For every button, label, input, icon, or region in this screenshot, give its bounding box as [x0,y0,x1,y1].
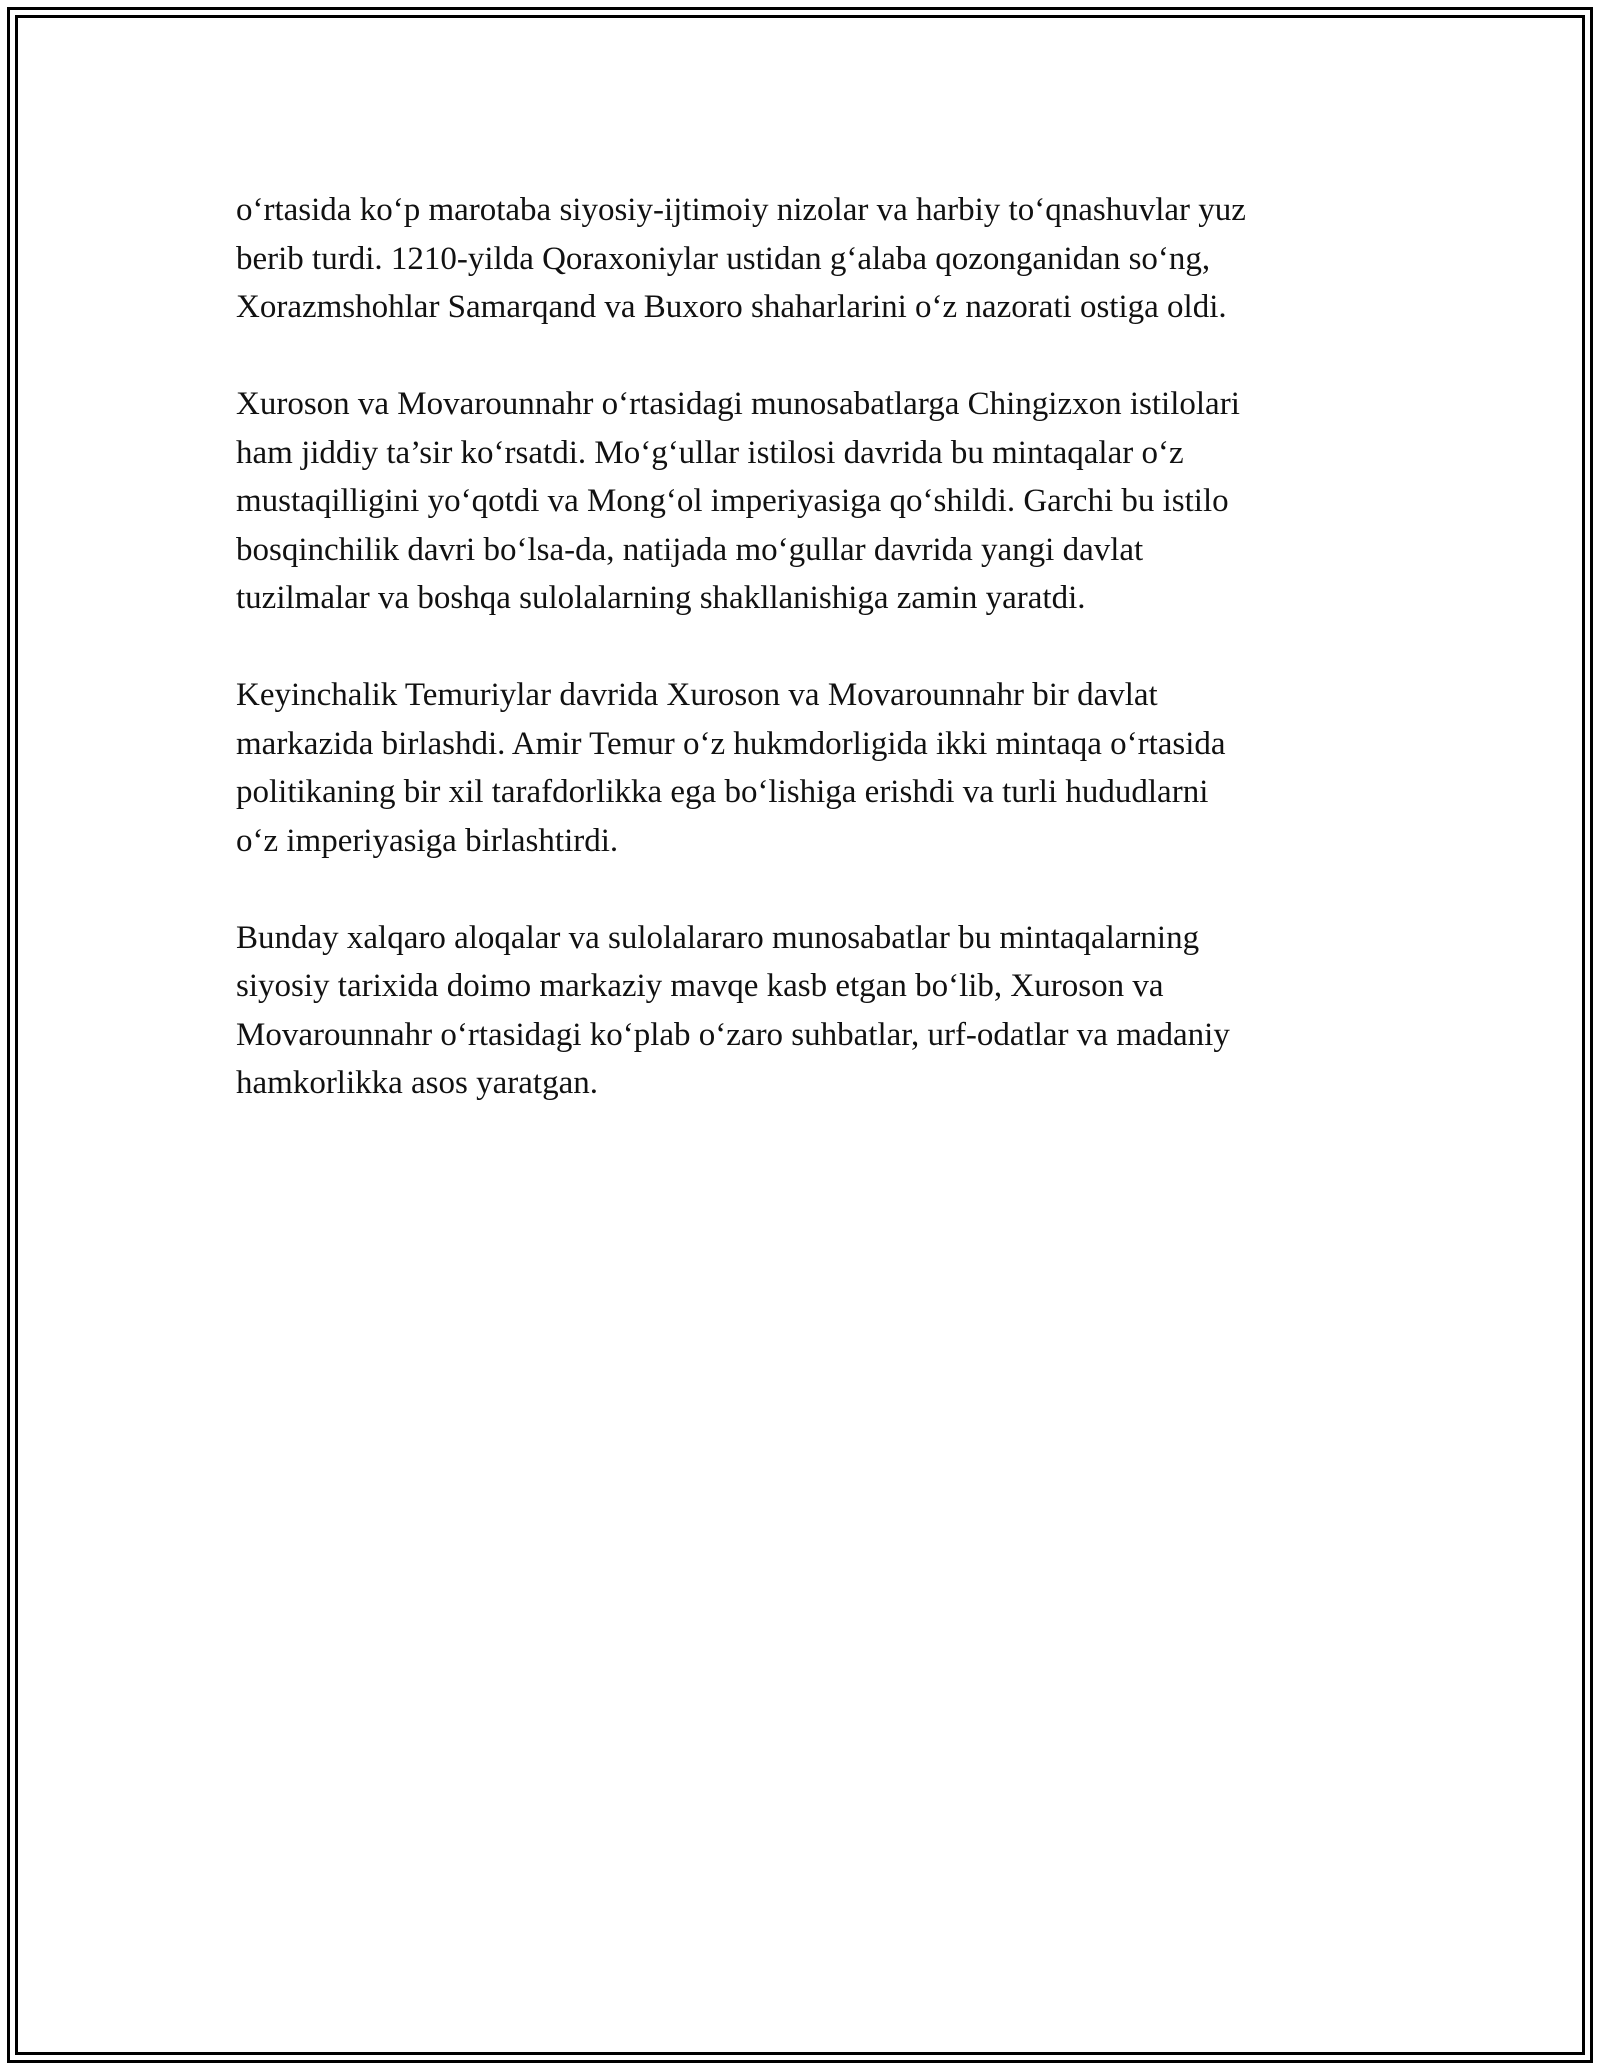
paragraph-1 [236,186,1366,332]
text-line: mustaqilligini yo‘qotdi va Mong‘ol imperiyasiga qo‘shildi. Garchi bu istilo [236,483,1229,519]
text-line: markazida birlashdi. Amir Temur o‘z hukmdorligida ikki mintaqa o‘rtasida [236,725,1226,762]
text-line: bosqinchilik davri bo‘lsa-da, natijada mo‘gullar davrida yangi davlat [236,531,1144,568]
text-line: Bunday xalqaro aloqalar va sulolalararo munosabatlar bu mintaqalarning [236,919,1200,956]
paragraph-3 [236,671,1366,865]
text-line: o‘z imperiyasiga birlashtirdi. [236,822,619,859]
text-line: Keyinchalik Temuriylar davrida Xuroson va Movarounnahr bir davlat [236,677,1158,713]
text-line: o‘rtasida ko‘p marotaba siyosiy-ijtimoiy nizolar va harbiy to‘qnashuvlar yuz [236,192,1246,228]
text-line: Xuroson va Movarounnahr o‘rtasidagi munosabatlarga Chingizxon istilolari [236,386,1240,422]
text-line: berib turdi. 1210-yilda Qoraxoniylar ustidan g‘alaba qozonganidan so‘ng, [236,240,1211,277]
paragraph-4 [236,914,1366,1108]
text-line: politikaning bir xil tarafdorlikka ega bo‘lishiga erishdi va turli hududlarni [236,774,1209,810]
paragraph-2 [236,380,1366,623]
document-body [236,186,1366,1156]
text-line: tuzilmalar va boshqa sulolalarning shakllanishiga zamin yaratdi. [236,580,1086,616]
text-line: Xorazmshohlar Samarqand va Buxoro shaharlarini o‘z nazorati ostiga oldi. [236,289,1227,325]
text-line: hamkorlikka asos yaratgan. [236,1065,598,1101]
text-line: ham jiddiy ta’sir ko‘rsatdi. Mo‘g‘ullar istilosi davrida bu mintaqalar o‘z [236,434,1184,471]
text-line: Movarounnahr o‘rtasidagi ko‘plab o‘zaro suhbatlar, urf-odatlar va madaniy [236,1016,1230,1053]
text-line: siyosiy tarixida doimo markaziy mavqe kasb etgan bo‘lib, Xuroson va [236,968,1164,1004]
